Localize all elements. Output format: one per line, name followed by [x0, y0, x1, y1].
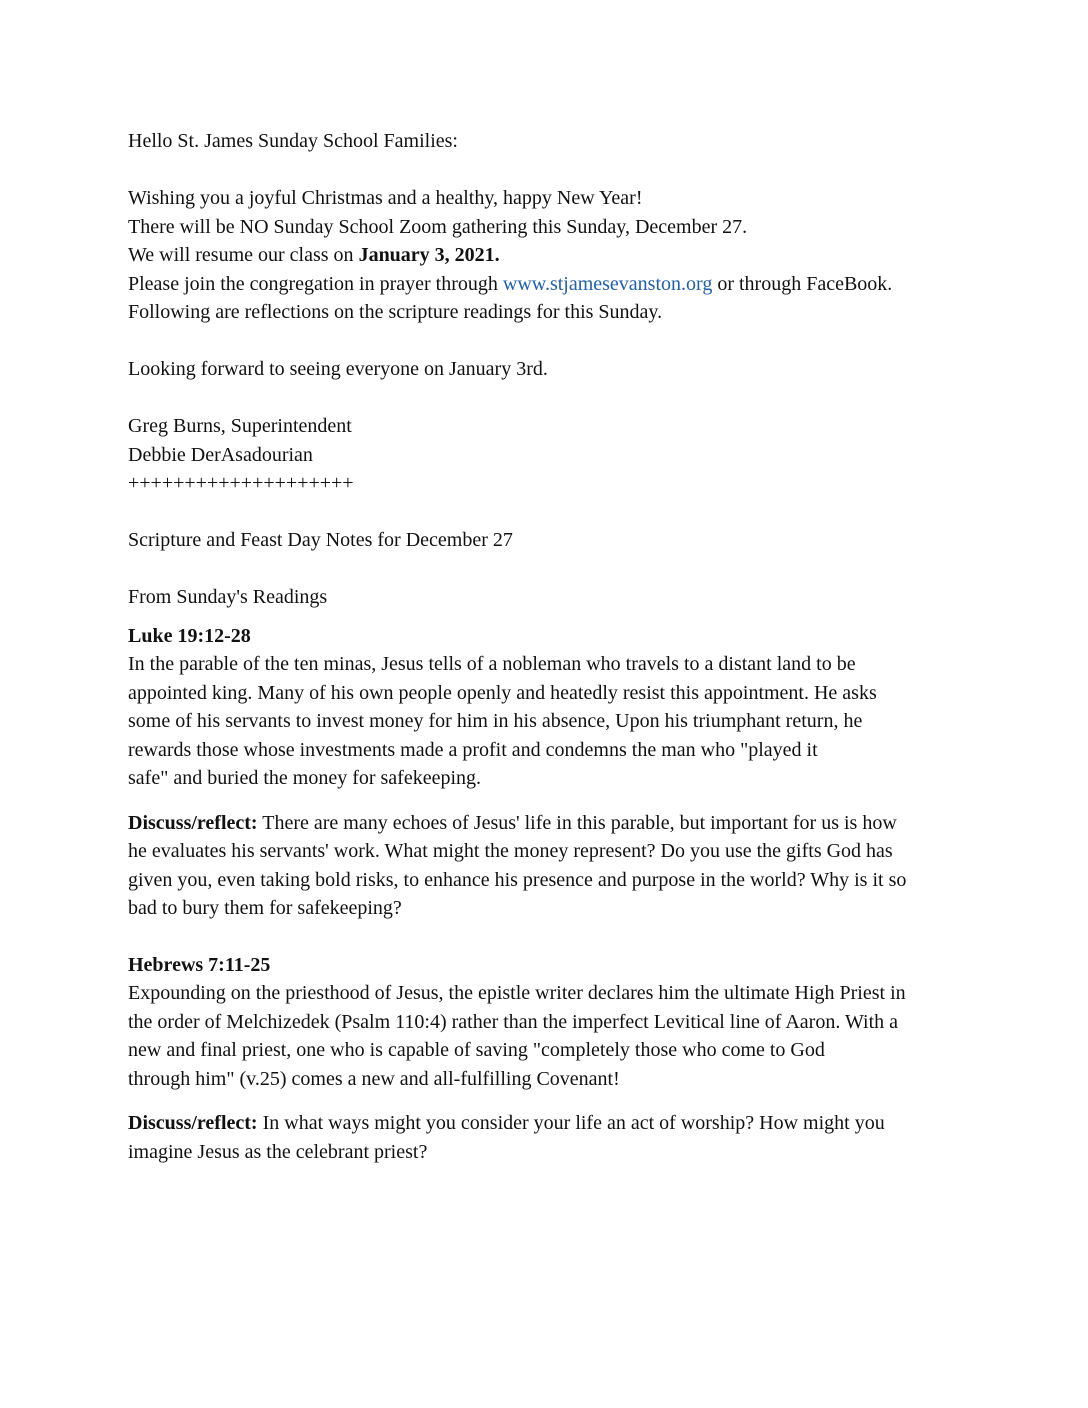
reading-text-line: the order of Melchizedek (Psalm 110:4) rather than the imperfect Levitical line of Aaron. With a	[128, 1010, 899, 1033]
reading-text-line: safe" and buried the money for safekeeping.	[128, 767, 482, 789]
reading-text-line: rewards those whose investments made a profit and condemns the man who "played it	[128, 738, 818, 761]
discuss-line: Discuss/reflect: There are many echoes of Jesus' life in this parable, but important for us is how	[128, 811, 897, 834]
intro-line-2: There will be NO Sunday School Zoom gathering this Sunday, December 27.	[128, 215, 748, 238]
reading-luke	[128, 622, 968, 923]
greeting: Hello St. James Sunday School Families:	[128, 130, 458, 152]
discuss-line: Discuss/reflect: In what ways might you consider your life an act of worship? How might you	[128, 1112, 885, 1134]
reading-reference: Luke 19:12-28	[128, 624, 251, 647]
discuss-line: imagine Jesus as the celebrant priest?	[128, 1140, 428, 1163]
reading-reference: Hebrews 7:11-25	[128, 953, 271, 976]
reading-hebrews	[128, 951, 968, 1167]
reading-text-line: Expounding on the priesthood of Jesus, the epistle writer declares him the ultimate High Priest in	[128, 982, 906, 1004]
intro-line-4	[128, 270, 968, 299]
signature-name-1: Greg Burns, Superintendent	[128, 415, 352, 437]
prayer-suffix: or through FaceBook.	[712, 272, 893, 295]
reading-text-line: In the parable of the ten minas, Jesus tells of a nobleman who travels to a distant land to be	[128, 653, 856, 675]
intro-line-5: Following are reflections on the scripture readings for this Sunday.	[128, 301, 663, 323]
divider-line: ++++++++++++++++++++	[128, 472, 354, 494]
discuss-line: he evaluates his servants' work. What might the money represent? Do you use the gifts God has	[128, 840, 893, 862]
discuss-line: given you, even taking bold risks, to enhance his presence and purpose in the world? Why is it so	[128, 868, 907, 891]
reading-text-line: appointed king. Many of his own people openly and heatedly resist this appointment. He asks	[128, 681, 877, 704]
reading-text-line: through him" (v.25) comes a new and all-fulfilling Covenant!	[128, 1067, 620, 1090]
resume-text: We will resume our class on	[128, 244, 359, 266]
reading-text-line: some of his servants to invest money for him in his absence, Upon his triumphant return, he	[128, 710, 863, 732]
reading-text-line: new and final priest, one who is capable of saving "completely those who come to God	[128, 1039, 825, 1061]
church-website-link[interactable]: www.stjamesevanston.org	[502, 272, 713, 295]
resume-date: January 3, 2021.	[358, 244, 500, 266]
intro-line-1: Wishing you a joyful Christmas and a healthy, happy New Year!	[128, 187, 643, 209]
intro-block	[128, 184, 968, 327]
letter-page	[128, 127, 968, 1166]
prayer-text: Please join the congregation in prayer through	[128, 272, 503, 295]
discuss-label: Discuss/reflect:	[128, 1112, 258, 1134]
discuss-label: Discuss/reflect:	[128, 811, 258, 834]
discuss-line: bad to bury them for safekeeping?	[128, 897, 402, 919]
readings-heading: From Sunday's Readings	[128, 586, 328, 608]
signature-name-2: Debbie DerAsadourian	[128, 443, 313, 466]
notes-title: Scripture and Feast Day Notes for December 27	[128, 529, 513, 551]
closing-line: Looking forward to seeing everyone on January 3rd.	[128, 358, 548, 380]
signature-block	[128, 412, 968, 498]
intro-line-3	[128, 241, 968, 270]
